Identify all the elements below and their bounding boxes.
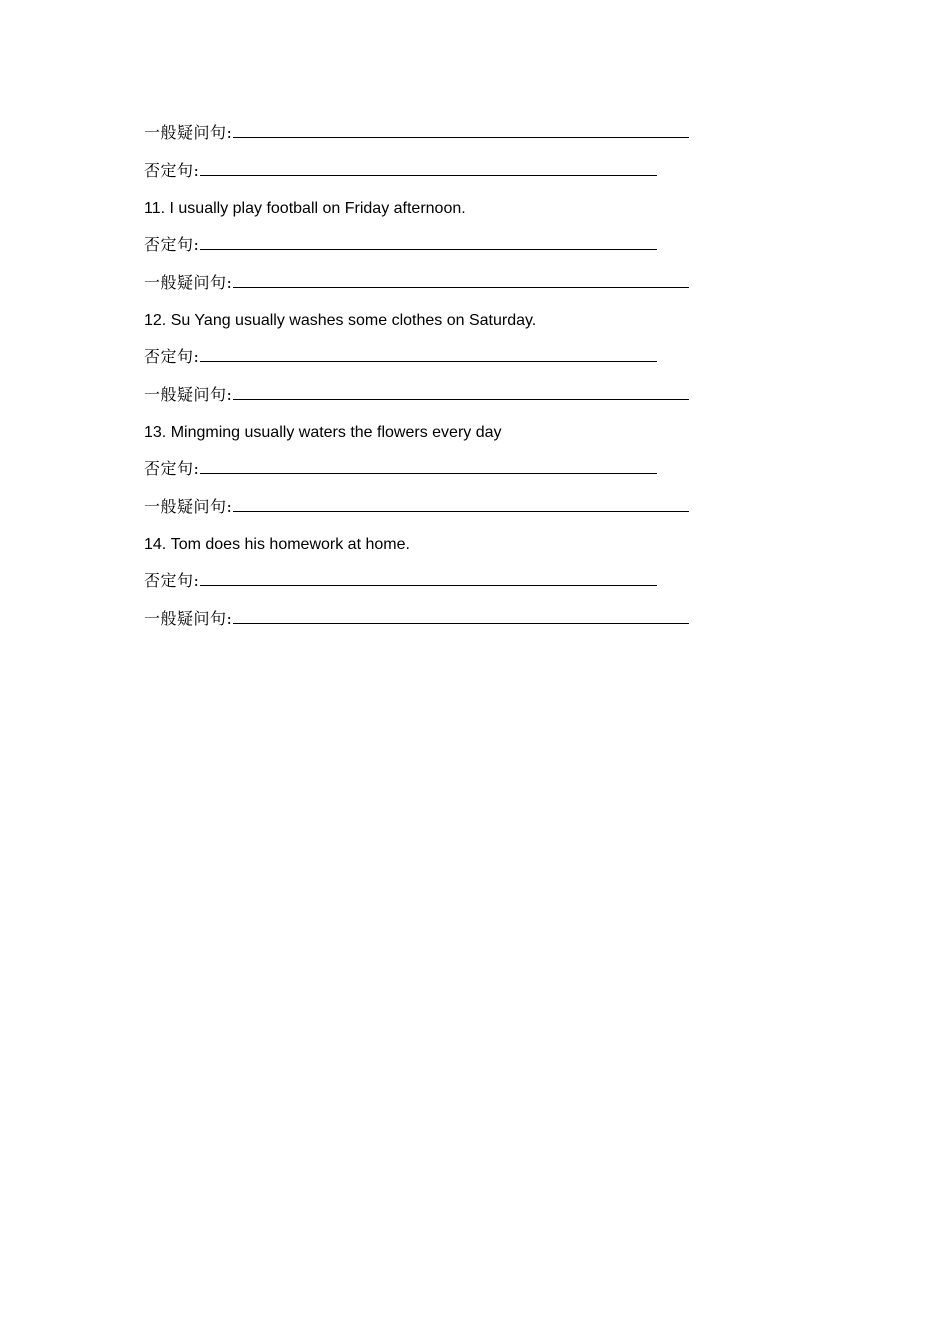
sentence-11 (144, 197, 466, 221)
question-line-14 (144, 607, 689, 631)
item-sentence: Mingming usually waters the flowers every day (170, 424, 502, 441)
answer-blank[interactable] (200, 458, 657, 474)
question-label: 一般疑问句: (144, 385, 233, 404)
answer-blank[interactable] (233, 272, 689, 288)
answer-blank[interactable] (233, 496, 689, 512)
negative-line-14 (144, 569, 657, 593)
answer-blank[interactable] (233, 384, 689, 400)
question-line-13 (144, 495, 689, 519)
question-line-12 (144, 383, 689, 407)
answer-blank[interactable] (200, 346, 657, 362)
question-label: 一般疑问句: (144, 273, 233, 292)
question-label: 一般疑问句: (144, 123, 233, 142)
item-number: 12. (144, 312, 167, 329)
item-sentence: Su Yang usually washes some clothes on Saturday. (170, 312, 537, 329)
negative-label: 否定句: (144, 347, 200, 366)
answer-blank[interactable] (200, 160, 657, 176)
question-label: 一般疑问句: (144, 609, 233, 628)
question-line-11 (144, 271, 689, 295)
item-sentence: I usually play football on Friday afternoon. (169, 200, 466, 217)
negative-label: 否定句: (144, 161, 200, 180)
item-number: 13. (144, 424, 167, 441)
item-number: 11. (144, 200, 166, 217)
answer-blank[interactable] (200, 570, 657, 586)
negative-line-12 (144, 345, 657, 369)
sentence-14 (144, 533, 410, 557)
negative-line-13 (144, 457, 657, 481)
answer-blank[interactable] (200, 234, 657, 250)
answer-blank[interactable] (233, 608, 689, 624)
answer-blank[interactable] (233, 122, 689, 138)
negative-label: 否定句: (144, 235, 200, 254)
sentence-12 (144, 309, 536, 333)
item-sentence: Tom does his homework at home. (170, 536, 410, 553)
negative-line-10 (144, 159, 657, 183)
question-line-10 (144, 121, 689, 145)
negative-label: 否定句: (144, 571, 200, 590)
item-number: 14. (144, 536, 167, 553)
negative-label: 否定句: (144, 459, 200, 478)
negative-line-11 (144, 233, 657, 257)
sentence-13 (144, 421, 502, 445)
question-label: 一般疑问句: (144, 497, 233, 516)
